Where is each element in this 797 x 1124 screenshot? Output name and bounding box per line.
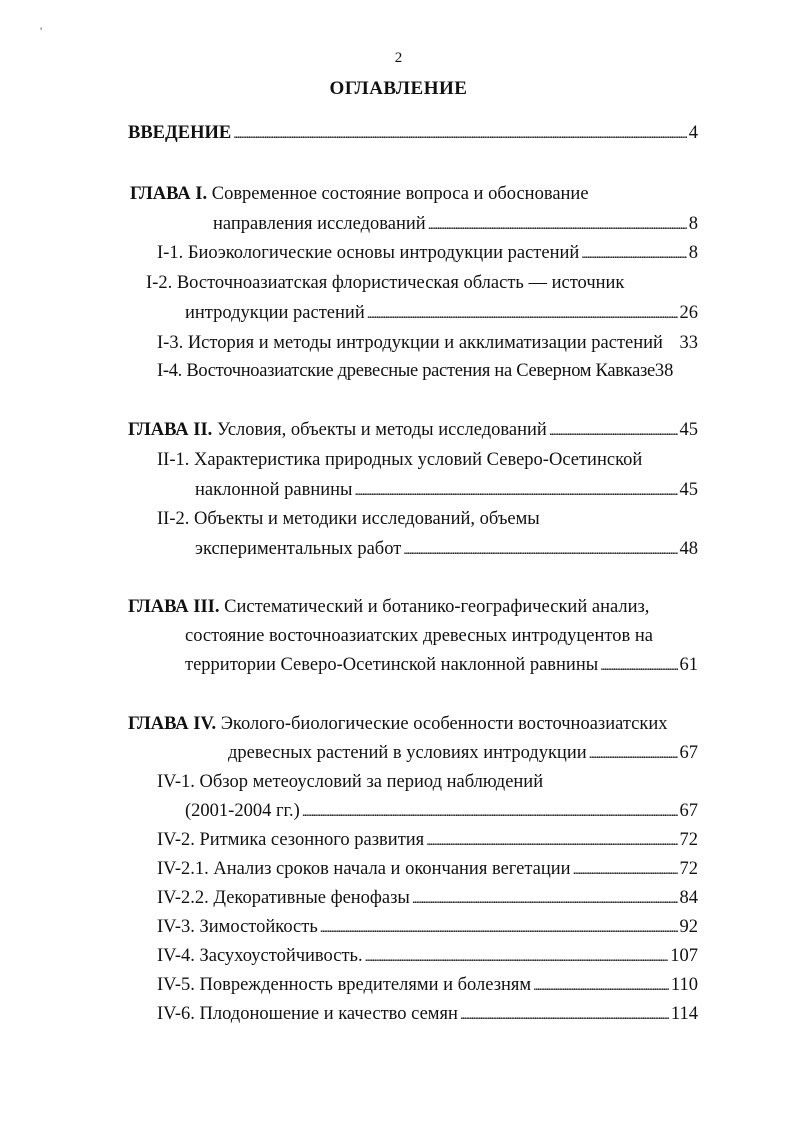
toc-page-number: 61	[679, 655, 698, 675]
toc-page-number: 110	[670, 975, 698, 995]
toc-entry-label	[128, 419, 547, 441]
toc-entry-4-2-2[interactable]	[157, 887, 698, 911]
toc-entry-chapter-2[interactable]	[128, 419, 698, 443]
toc-entry-label: I-4. Восточноазиатские древесные растения на Северном Кавказе	[157, 361, 655, 381]
toc-entry-label: направления исследований	[213, 214, 426, 234]
leader-dots	[320, 916, 678, 940]
toc-entry-4-2[interactable]	[157, 829, 698, 853]
leader-dots	[367, 302, 678, 326]
chapter-title-line: Современное состояние вопроса и обоснование	[211, 184, 589, 204]
toc-page-number: 38	[654, 361, 674, 381]
leader-dots	[589, 742, 678, 766]
toc-page-number: 67	[679, 801, 698, 821]
toc-page-number: 107	[670, 946, 698, 966]
toc-page-number: 114	[670, 1004, 698, 1024]
toc-page-number: 72	[679, 830, 698, 850]
toc-entry-label: I-1. Биоэкологические основы интродукции растений	[157, 243, 580, 263]
leader-dots	[412, 887, 678, 911]
toc-intro-label: ВВЕДЕНИЕ	[128, 123, 232, 143]
leader-dots	[403, 538, 677, 562]
page-title: ОГЛАВЛЕНИЕ	[329, 78, 468, 99]
toc-page-number: 26	[679, 303, 698, 323]
toc-page-number: 8	[688, 214, 698, 234]
toc-entry-label: интродукции растений	[185, 303, 365, 323]
toc-entry-1-2-line1[interactable]: I-2. Восточноазиатская флористическая область — источник	[146, 273, 625, 293]
toc-entry-2-2[interactable]	[195, 538, 698, 562]
toc-entry-4-2-1[interactable]	[157, 858, 698, 882]
toc-entry-4-5[interactable]	[157, 974, 698, 998]
leader-dots	[233, 122, 687, 146]
chapter-prefix: ГЛАВА II.	[128, 420, 213, 440]
toc-entry-label: экспериментальных работ	[195, 539, 402, 559]
leader-dots	[549, 419, 678, 443]
toc-entry-label: IV-2.1. Анализ сроков начала и окончания вегетации	[157, 859, 571, 879]
leader-dots	[365, 945, 669, 969]
toc-entry-label: IV-3. Зимостойкость	[157, 917, 318, 937]
toc-entry-label: IV-2. Ритмика сезонного развития	[157, 830, 425, 850]
toc-entry-1-3[interactable]	[157, 332, 698, 354]
toc-entry-label: территории Северо-Осетинской наклонной равнины	[185, 655, 599, 675]
toc-entry-label: I-3. История и методы интродукции и акклиматизации растений	[157, 333, 663, 353]
chapter-title-line: Систематический и ботанико-географический анализ,	[224, 597, 650, 617]
toc-entry-4-1-line1[interactable]: IV-1. Обзор метеоусловий за период наблюдений	[157, 772, 544, 792]
toc-entry-label: IV-4. Засухоустойчивость.	[157, 946, 363, 966]
leader-dots	[573, 858, 678, 882]
leader-dots	[600, 654, 677, 678]
chapter-prefix: ГЛАВА I.	[130, 184, 208, 204]
toc-chapter-3-line2[interactable]: состояние восточноазиатских древесных интродуцентов на	[185, 626, 653, 646]
toc-page-number: 8	[688, 243, 698, 263]
toc-entry-1-2[interactable]	[185, 302, 698, 326]
toc-entry-chapter-3[interactable]	[185, 654, 698, 678]
leader-dots	[460, 1003, 669, 1027]
chapter-prefix: ГЛАВА III.	[128, 597, 220, 617]
chapter-prefix: ГЛАВА IV.	[128, 714, 217, 734]
toc-entry-intro[interactable]	[128, 122, 698, 146]
toc-page-number: 84	[679, 888, 698, 908]
toc-entry-label: IV-2.2. Декоративные фенофазы	[157, 888, 410, 908]
leader-dots	[355, 479, 678, 503]
leader-dots	[533, 974, 669, 998]
toc-page-number: 45	[679, 420, 698, 440]
toc-entry-4-6[interactable]	[157, 1003, 698, 1027]
toc-entry-label: древесных растений в условиях интродукции	[228, 743, 587, 763]
toc-chapter-1-heading[interactable]	[130, 183, 589, 205]
corner-mark: '	[40, 24, 43, 38]
toc-entry-4-1[interactable]	[185, 800, 698, 824]
leader-dots	[428, 213, 687, 237]
toc-entry-1-1[interactable]	[157, 242, 698, 266]
toc-page-number: 33	[679, 333, 698, 353]
page-number: 2	[394, 50, 403, 66]
toc-entry-label: (2001-2004 гг.)	[185, 801, 300, 821]
toc-entry-2-1[interactable]	[195, 479, 698, 503]
toc-entry-2-2-line1[interactable]: II-2. Объекты и методики исследований, объемы	[157, 509, 540, 529]
toc-page-number: 72	[679, 859, 698, 879]
toc-page-number: 45	[679, 480, 698, 500]
toc-entry-chapter-4[interactable]	[228, 742, 698, 766]
chapter-title-line: Эколого-биологические особенности восточноазиатских	[220, 714, 668, 734]
toc-page-number: 67	[679, 743, 698, 763]
toc-entry-label: наклонной равнины	[195, 480, 353, 500]
leader-dots	[302, 800, 678, 824]
toc-entry-1-4[interactable]	[157, 360, 698, 382]
toc-page-number: 92	[679, 917, 698, 937]
toc-page-number: 48	[679, 539, 698, 559]
leader-dots	[581, 242, 686, 266]
toc-page-number: 4	[688, 123, 698, 143]
leader-dots	[426, 829, 677, 853]
chapter-title-line: Условия, объекты и методы исследований	[216, 420, 547, 440]
toc-entry-2-1-line1[interactable]: II-1. Характеристика природных условий Северо-Осетинской	[157, 450, 643, 470]
toc-entry-chapter-1[interactable]	[213, 213, 698, 237]
toc-entry-4-4[interactable]	[157, 945, 698, 969]
toc-entry-label: IV-6. Плодоношение и качество семян	[157, 1004, 458, 1024]
toc-chapter-4-heading[interactable]	[128, 713, 668, 735]
toc-chapter-3-heading[interactable]	[128, 596, 649, 618]
toc-entry-label: IV-5. Поврежденность вредителями и болезням	[157, 975, 532, 995]
toc-entry-4-3[interactable]	[157, 916, 698, 940]
